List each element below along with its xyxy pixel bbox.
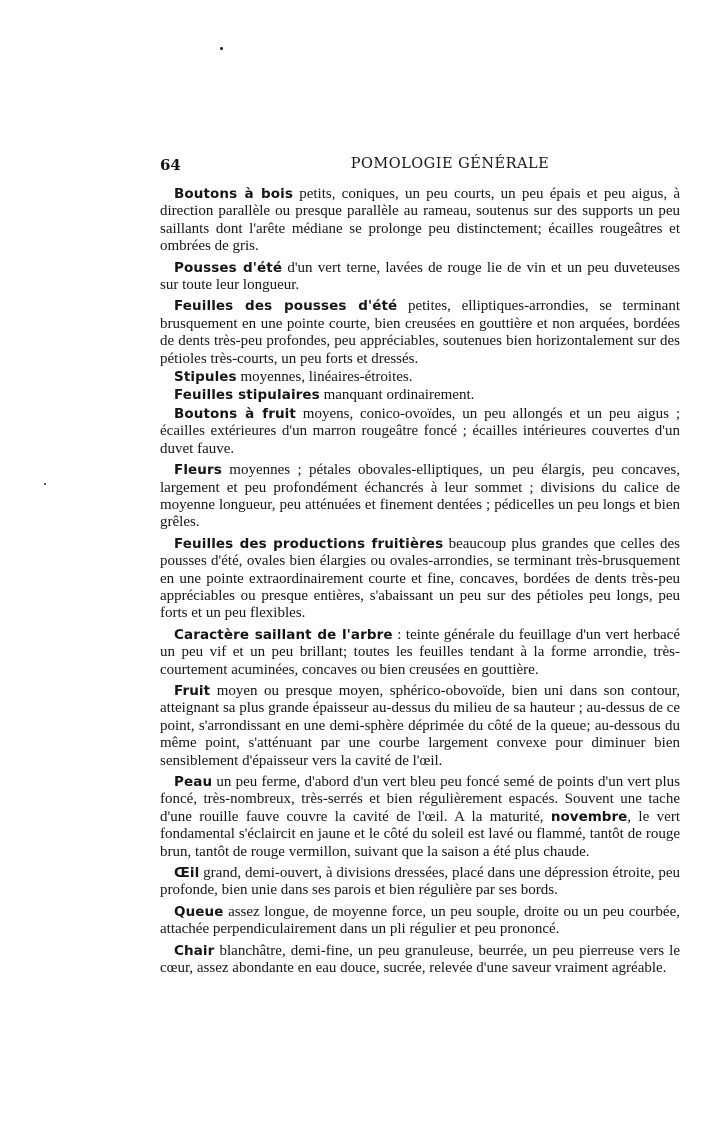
- ink-speck: [220, 47, 223, 50]
- entry-text-after: , le vert fondamental s'éclaircit en jaune et le côté du soleil est lavé ou flammé, tantôt de rouge brun, tantôt de rouge vermillon, suivant que la saison a été plus chaude.: [160, 808, 680, 860]
- entry-text: blanchâtre, demi-fine, un peu granuleuse, beurrée, un peu pierreuse vers le cœur, assez abondante en eau douce, sucrée, relevée d'une saveur vraiment agréable.: [160, 942, 680, 977]
- entry-term: Chair: [174, 942, 215, 959]
- page-header: [160, 156, 680, 178]
- entry-term: Queue: [174, 903, 224, 920]
- entry-peau: [160, 774, 680, 861]
- entry-text: moyens, conico-ovoïdes, un peu allongés et un peu aigus ; écailles extérieures d'un marron rougeâtre foncé ; écailles intérieures couvertes d'un duvet fauve.: [160, 405, 680, 457]
- entry-term: Œil: [174, 865, 200, 882]
- entry-text: assez longue, de moyenne force, un peu souple, droite ou un peu courbée, attachée perpendiculairement dans un pli régulier et peu prononcé.: [160, 903, 680, 938]
- entry-stipules: [160, 369, 680, 386]
- entry-text: un peu ferme, d'abord d'un vert bleu peu foncé semé de points d'un vert plus foncé, très-nombreux, très-serrés et bien régulièrement espacés. Souvent une tache d'une rouille fauve couvre la cavité de l'œil. A la maturité,: [160, 774, 680, 825]
- entry-feuilles-stipulaires: [160, 387, 680, 404]
- entry-term: Caractère saillant de l'arbre: [174, 626, 393, 643]
- entry-queue: [160, 904, 680, 939]
- running-title: POMOLOGIE GÉNÉRALE: [350, 156, 550, 172]
- entry-term: Stipules: [174, 369, 237, 386]
- entry-boutons-a-bois: [160, 186, 680, 256]
- entry-text: d'un vert terne, lavées de rouge lie de vin et un peu duveteuses sur toute leur longueur.: [160, 259, 681, 294]
- entry-text: moyennes ; pétales obovales-elliptiques, un peu élargis, peu concaves, largement et peu profondément échancrés à leur sommet ; divisions du calice de moyenne longueur, peu atténuées et finement dentées ; pédicelles un peu longs et bien grêles.: [160, 462, 680, 531]
- entry-text: manquant ordinairement.: [319, 387, 475, 404]
- entry-text: : teinte générale du feuillage d'un vert herbacé un peu vif et un peu brillant; toutes les feuilles tendant à la forme arrondie, très-courtement acuminées, concaves ou bien creusées en gouttière.: [160, 626, 680, 678]
- entry-text: petits, coniques, un peu courts, un peu épais et peu aigus, à direction parallèle ou presque parallèle au rameau, soutenus sur des supports un peu saillants dont l'arête médiane se prolonge peu distinctement; écailles rougeâtres et ombrées de gris.: [160, 186, 680, 255]
- entry-text: moyen ou presque moyen, sphérico-obovoïde, bien uni dans son contour, atteignant sa plus grande épaisseur au-dessus du milieu de sa hauteur ; au-dessus de ce point, s'arrondissant en une demi-sphère déprimée du côté de la queue; au-dessous du même point, s'atténuant par une courbe largement convexe pour diminuer bien sensiblement d'épaisseur vers la cavité de l'œil.: [160, 682, 680, 769]
- entry-term: Peau: [174, 774, 213, 790]
- entry-term: Pousses d'été: [174, 259, 283, 276]
- entry-text: grand, demi-ouvert, à divisions dressées, placé dans une dépression étroite, peu profonde, bien unie dans ses parois et bien régulière par ses bords.: [160, 865, 680, 899]
- entry-term: Boutons à fruit: [174, 405, 296, 422]
- entry-fleurs: [160, 462, 680, 532]
- entry-caractere-saillant: [160, 627, 680, 679]
- entry-feuilles-des-productions: [160, 536, 680, 623]
- entry-boutons-a-fruit: [160, 406, 680, 458]
- entry-pousses-d-ete: [160, 260, 680, 295]
- entry-fruit: [160, 683, 680, 770]
- page-number: 64: [160, 156, 181, 174]
- entry-term: Fruit: [174, 682, 211, 699]
- entry-text: petites, elliptiques-arrondies, se terminant brusquement en une pointe courte, bien creusées en gouttière et non arquées, bordées de dents très-peu profondes, peu appréciables, soutenues bien horizontalement sur des pétioles très-courts, un peu forts et dressés.: [160, 298, 680, 367]
- entry-term: Feuilles des pousses d'été: [174, 298, 398, 315]
- entry-text: moyennes, linéaires-étroites.: [236, 369, 413, 386]
- entry-term: Feuilles des productions fruitières: [174, 535, 444, 552]
- entry-feuilles-des-pousses: [160, 298, 680, 368]
- entry-term: Feuilles stipulaires: [174, 387, 320, 404]
- entry-term: Boutons à bois: [174, 186, 293, 202]
- entry-oeil: [160, 865, 680, 900]
- entry-text: beaucoup plus grandes que celles des pousses d'été, ovales bien élargies ou ovales-arrondies, se terminant très-brusquement en une pointe extraordinairement courte et fine, concaves, bordées de dents très-peu appréciables ou presque entières, s'abaissant un peu sur des pétioles peu longs, peu forts et un peu flexibles.: [160, 535, 680, 622]
- entry-term: Fleurs: [174, 462, 222, 479]
- entry-keyword: novembre: [550, 808, 628, 825]
- ink-speck: [44, 483, 46, 485]
- entry-chair: [160, 943, 680, 978]
- description-body: [160, 186, 680, 981]
